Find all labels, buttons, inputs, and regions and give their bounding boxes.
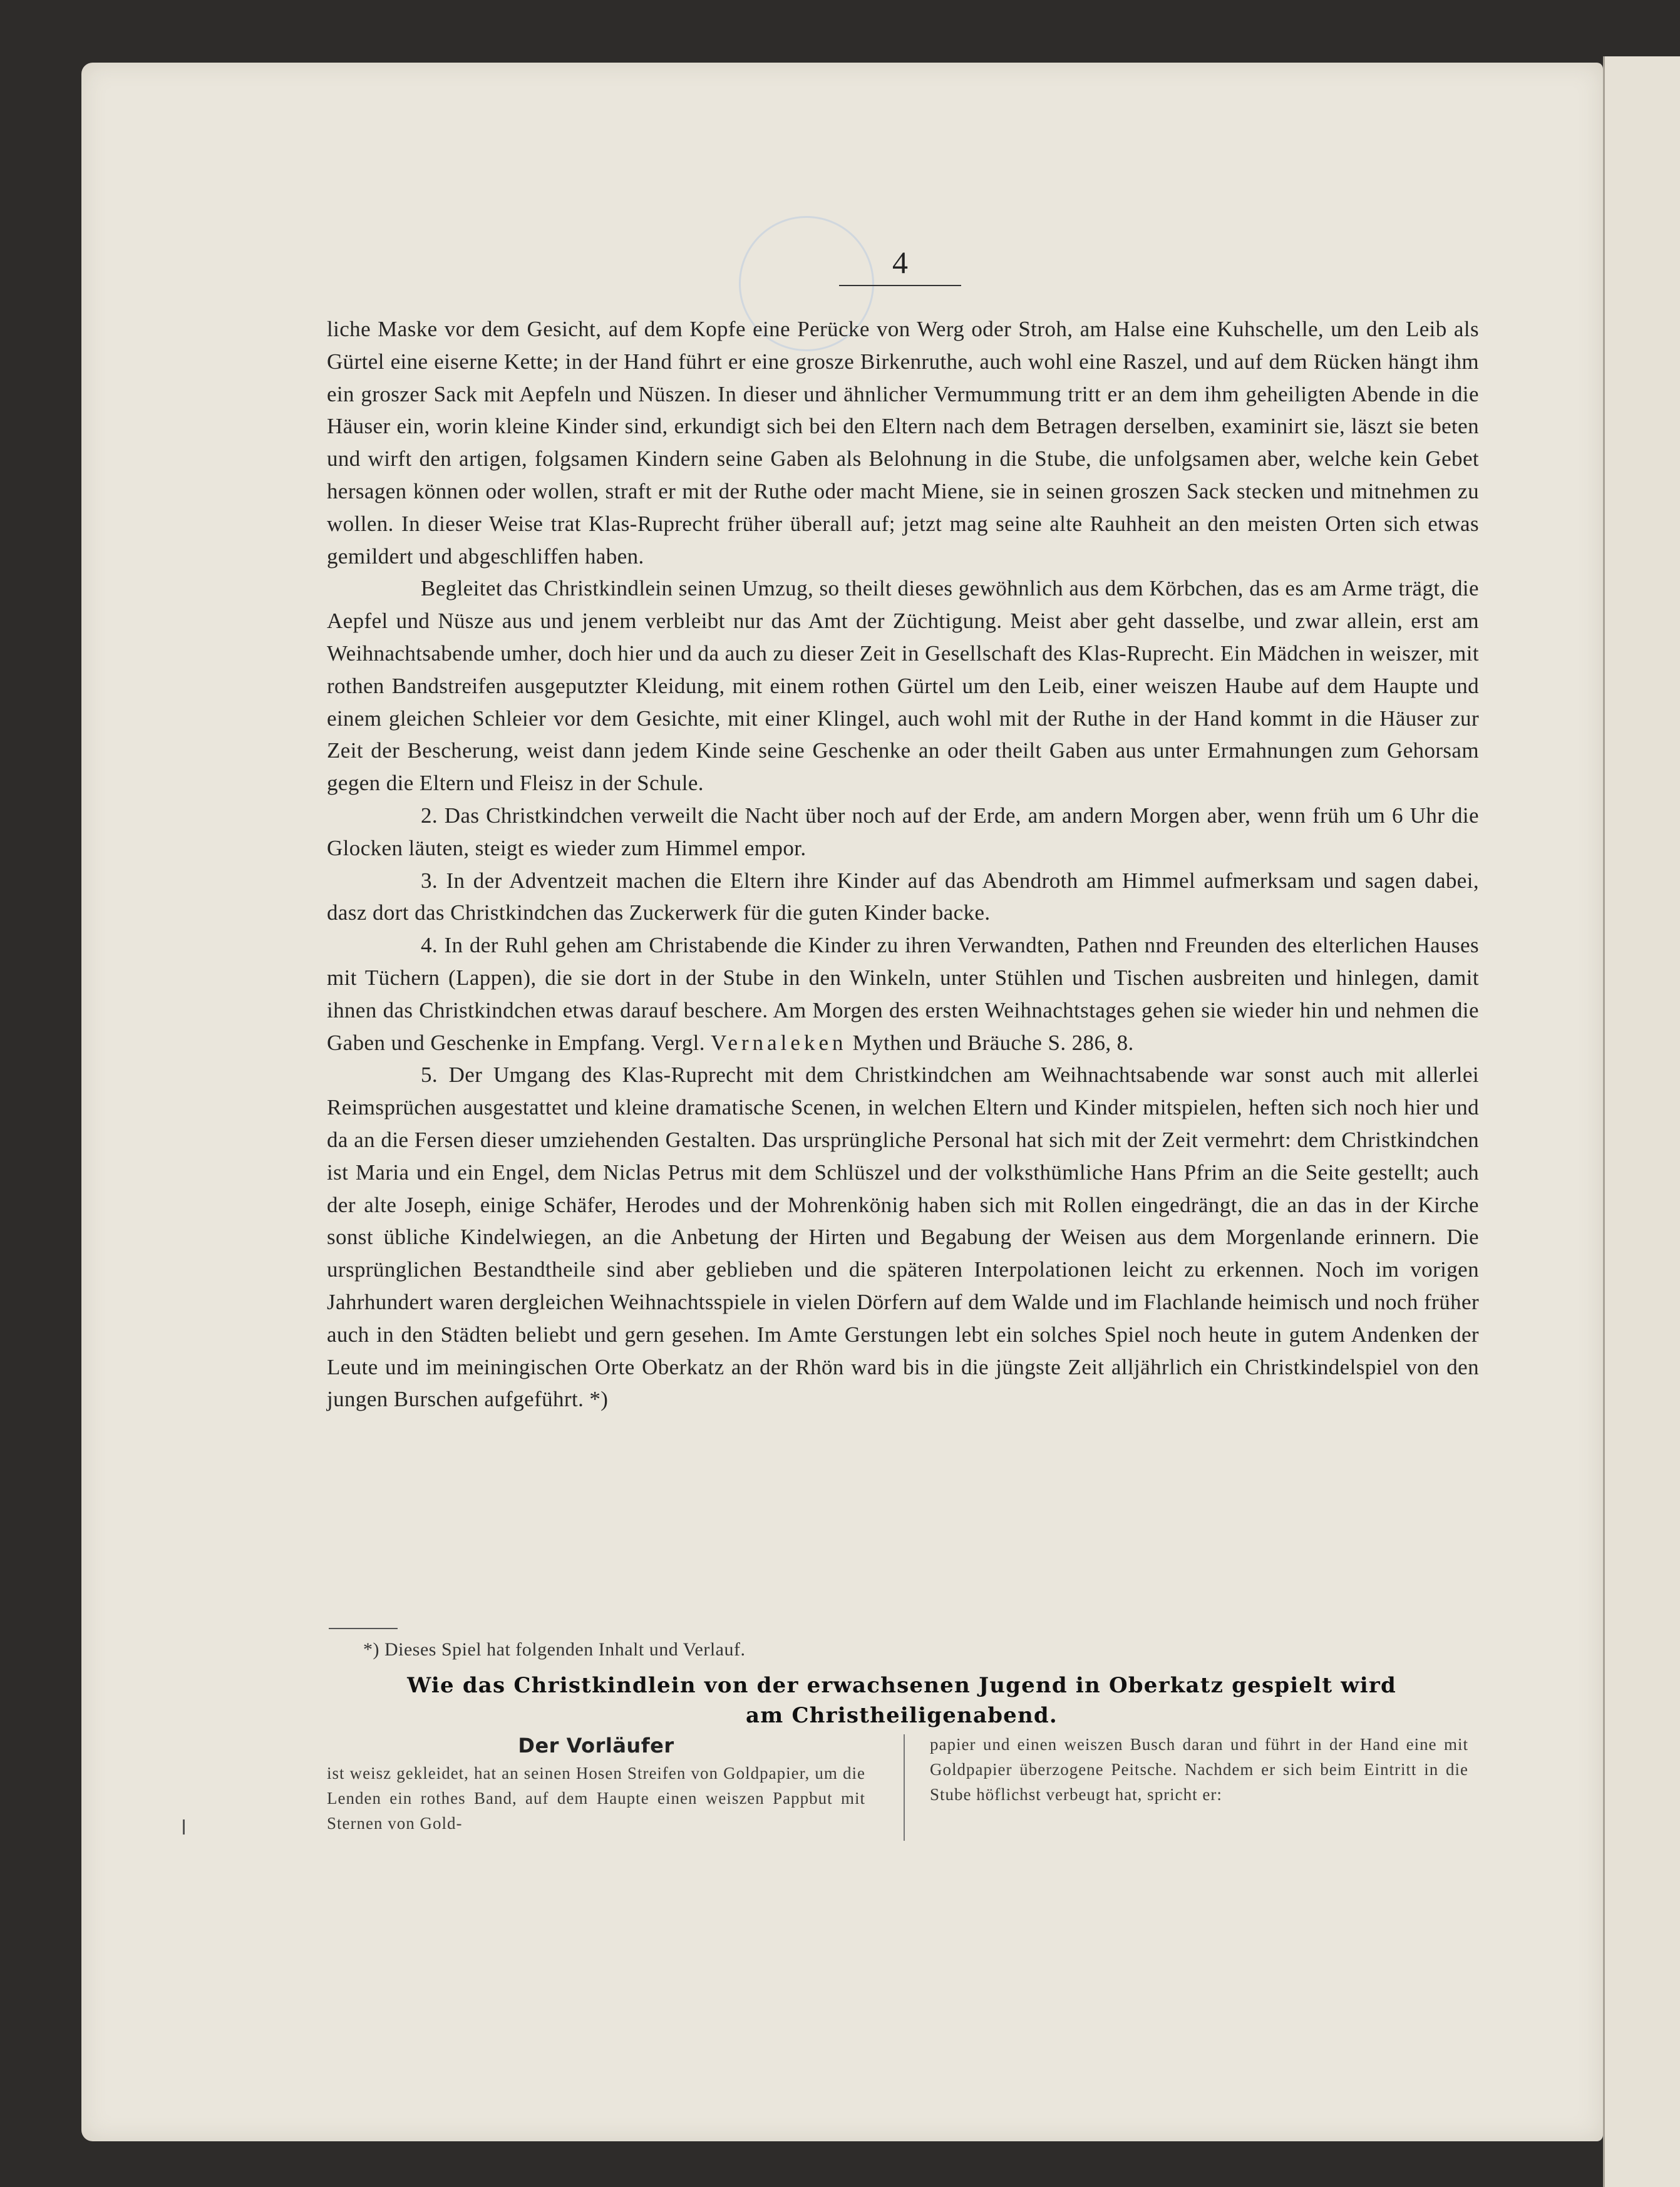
footnote: *) Dieses Spiel hat folgenden Inhalt und Verlauf. (363, 1639, 746, 1660)
paragraph-6: 5. Der Umgang des Klas-Ruprecht mit dem Christkindchen am Weihnachtsabende war sonst auch mit allerlei Reimsprüchen ausgestattet und kleine dramatische Scenen, in welchen Eltern und Kinder mitspielen, heften sich noch hier und da an die Fersen dieser umziehenden Gestalten. Das ursprüngliche Personal hat sich mit der Zeit vermehrt: dem Christkindchen ist Maria und ein Engel, dem Niclas Petrus mit dem Schlüszel und der volksthümliche Hans Pfrim an die Seite gestellt; auch der alte Joseph, einige Schäfer, Herodes und der Mohrenkönig haben sich mit Rollen eingedrängt, die an das in der Kirche sonst übliche Kindelwiegen, an die Anbetung der Hirten und Begabung der Weisen aus dem Morgenlande erinnern. Die ursprünglichen Bestandtheile sind aber geblieben und die späteren Interpolationen leicht zu erkennen. Noch im vorigen Jahrhundert waren dergleichen Weihnachtsspiele in vielen Dörfern auf dem Walde und im Flachlande heimisch und noch früher auch in den Städten beliebt und gern gesehen. Im Amte Gerstungen lebt ein solches Spiel noch heute in gutem Andenken der Leute und im meiningischen Orte Oberkatz an der Rhön ward bis in die jüngste Zeit alljährlich ein Christkindelspiel von den jungen Burschen aufgeführt. *) (327, 1063, 1479, 1412)
backing-board (1603, 56, 1680, 2187)
paragraph-5-text-b: Mythen und Bräuche S. 286, 8. (852, 1030, 1134, 1055)
paragraph-5-text-a: 4. In der Ruhl gehen am Christabende die Kinder zu ihren Verwandten, Pathen nnd Freunden des elterlichen Hauses mit Tüchern (Lappen), die sie dort in der Stube in den Winkeln, unter Stühlen und Tischen ausbreiten und hinlegen, damit ihnen das Christkindchen etwas darauf beschere. Am Morgen des ersten Weihnachtstages gehen sie wieder hin und nehmen die Gaben und Geschenke in Empfang. Vergl. (327, 933, 1479, 1055)
left-column-heading: Der Vorläufer (518, 1734, 674, 1757)
paragraph-1: liche Maske vor dem Gesicht, auf dem Kopfe eine Perücke von Werg oder Stroh, am Halse eine Kuhschelle, um den Leib als Gürtel eine eiserne Kette; in der Hand führt er eine grosze Birkenruthe, auch wohl eine Raszel, und auf dem Rücken hängt ihm ein groszer Sack mit Aepfeln und Nüszen. In dieser und ähnlicher Vermummung tritt er an dem ihm geheiligten Abende in die Häuser ein, worin kleine Kinder sind, erkundigt sich bei den Eltern nach dem Betragen derselben, examinirt sie, läszt sie beten und wirft den artigen, folgsamen Kindern seine Gaben als Belohnung in die Stube, die unfolgsamen aber, welche kein Gebet hersagen können oder wollen, straft er mit der Ruthe oder macht Miene, sie in seinen groszen Sack stecken und mitnehmen zu wollen. In dieser Weise trat Klas-Ruprecht früher überall auf; jetzt mag seine alte Rauhheit an den meisten Orten sich etwas gemildert und abgeschliffen haben. (327, 317, 1479, 569)
section-title (326, 1670, 1478, 1731)
paragraph-3: 2. Das Christkindchen verweilt die Nacht über noch auf der Erde, am andern Morgen aber, wenn früh um 6 Uhr die Glocken läuten, steigt es wieder zum Himmel empor. (327, 803, 1479, 860)
right-column-text: papier und einen weiszen Busch daran und führt in der Hand eine mit Goldpapier überzogene Peitsche. Nachdem er sich beim Eintritt in die Stube höflichst verbeugt hat, spricht er: (930, 1735, 1468, 1804)
right-column (930, 1732, 1468, 1807)
paragraph-4: 3. In der Adventzeit machen die Eltern ihre Kinder auf das Abendroth am Himmel aufmerksam und sagen dabei, dasz dort das Christkindchen das Zuckerwerk für die guten Kinder backe. (327, 868, 1479, 925)
paragraph-2: Begleitet das Christkindlein seinen Umzug, so theilt dieses gewöhnlich aus dem Körbchen, das es am Arme trägt, die Aepfel und Nüsze aus und jenem verbleibt nur das Amt der Züchtigung. Meist aber geht dasselbe, und zwar allein, erst am Weihnachtsabende umher, doch hier und da auch zu dieser Zeit in Gesellschaft des Klas-Ruprecht. Ein Mädchen in weiszer, mit rothen Bandstreifen ausgeputzter Kleidung, mit einem rothen Gürtel um den Leib, einer weiszen Haube auf dem Haupte und einem gleichen Schleier vor dem Gesichte, mit einer Klingel, auch wohl mit der Ruthe in der Hand kommt in die Häuser zur Zeit der Bescherung, weist dann jedem Kinde seine Geschenke an oder theilt Gaben aus unter Ermahnungen zum Gehorsam gegen die Eltern und Fleisz in der Schule. (327, 576, 1479, 796)
section-title-line-1: Wie das Christkindlein von der erwachsenen Jugend in Oberkatz gespielt wird (407, 1673, 1396, 1698)
section-title-line-2: am Christheiligenabend. (746, 1703, 1058, 1728)
citation-author: Vernaleken (711, 1030, 847, 1055)
page-number: 4 (892, 245, 908, 280)
left-column-text: ist weisz gekleidet, hat an seinen Hosen Streifen von Goldpapier, um die Lenden ein rothes Band, auf dem Haupte einen weiszen Pappbut mit Sternen von Gold- (327, 1764, 865, 1833)
column-divider (904, 1734, 905, 1841)
footnote-rule (329, 1628, 398, 1629)
left-column (327, 1732, 865, 1836)
paragraph-5 (327, 929, 1479, 1059)
main-text (327, 313, 1479, 1416)
page-number-rule (839, 285, 961, 286)
margin-mark (183, 1819, 185, 1835)
